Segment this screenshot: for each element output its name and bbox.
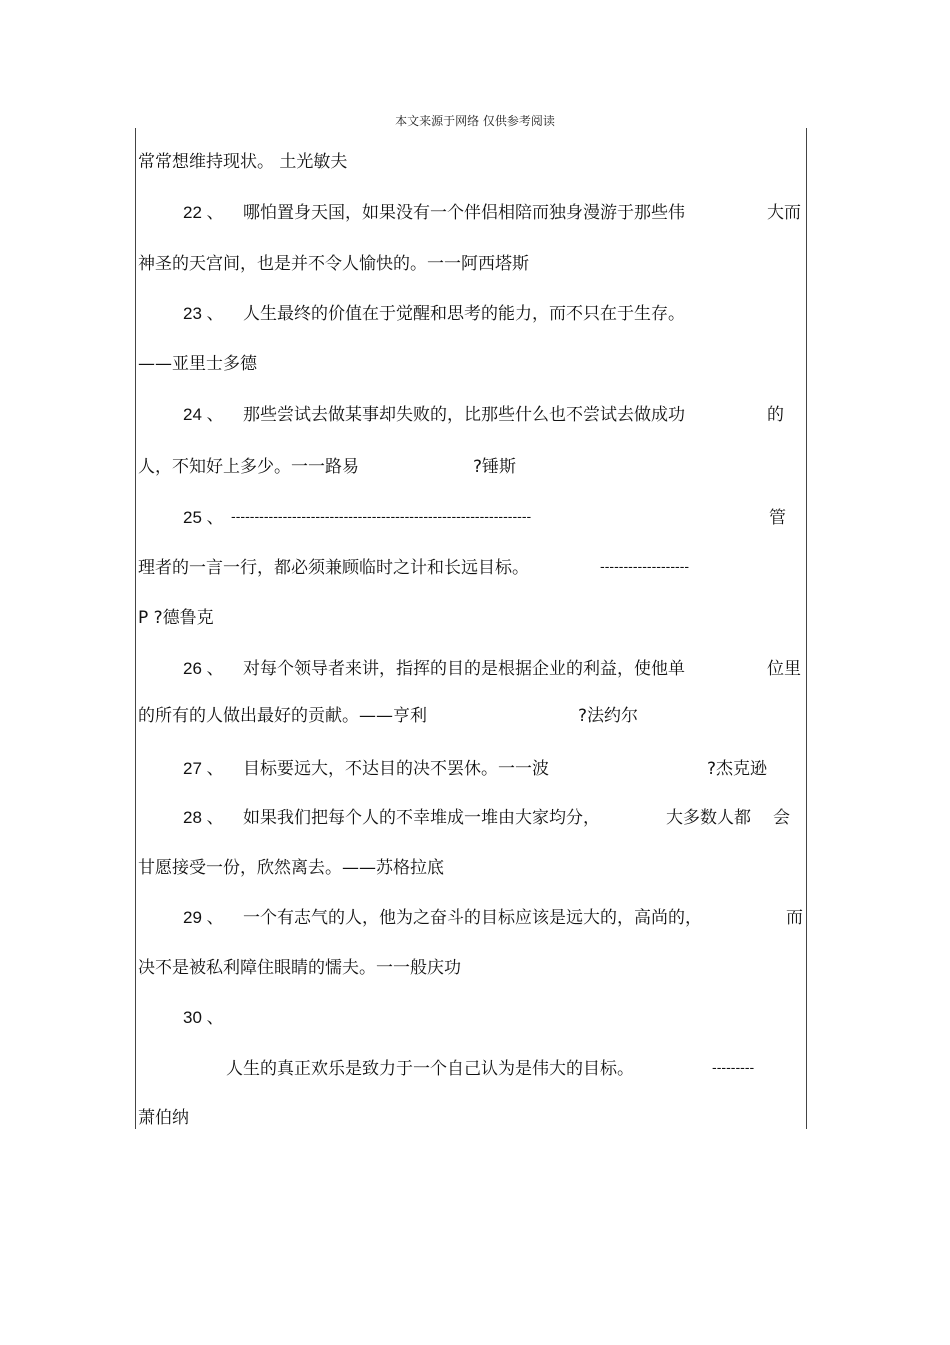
dashed-line: ------------------- bbox=[600, 560, 690, 575]
quote-number: 25 、 bbox=[183, 508, 224, 527]
text-line: 位里 bbox=[767, 659, 801, 679]
quote-number: 24 、 bbox=[183, 405, 224, 424]
quote-number: 22 、 bbox=[183, 203, 224, 222]
text-line: 大而 bbox=[767, 203, 801, 223]
text-line: ?锤斯 bbox=[473, 457, 517, 477]
text-line: 决不是被私利障住眼睛的懦夫。一一般庆功 bbox=[138, 958, 461, 978]
text-line: 大多数人都 bbox=[666, 808, 751, 828]
dashed-line: --------- bbox=[712, 1061, 755, 1076]
text-line: 的 bbox=[767, 405, 784, 425]
dashed-line: ---------------------------------------------------------------- bbox=[231, 510, 532, 525]
text-line: 目标要远大，不达目的决不罢休。一一波 bbox=[243, 759, 549, 779]
text-line: ?杰克逊 bbox=[707, 759, 768, 779]
text-line: 人生最终的价值在于觉醒和思考的能力，而不只在于生存。 bbox=[243, 304, 685, 324]
text-line: ?法约尔 bbox=[578, 706, 639, 726]
text-line: 理者的一言一行，都必须兼顾临时之计和长远目标。 bbox=[138, 558, 529, 578]
quote-number: 26 、 bbox=[183, 659, 224, 678]
right-border-line bbox=[806, 128, 807, 1129]
text-line: 哪怕置身天国，如果没有一个伴侣相陪而独身漫游于那些伟 bbox=[243, 203, 685, 223]
page-header: 本文来源于网络 仅供参考阅读 bbox=[395, 114, 555, 128]
quote-number: 28 、 bbox=[183, 808, 224, 827]
text-line: 人生的真正欢乐是致力于一个自己认为是伟大的目标。 bbox=[226, 1059, 634, 1079]
text-line: 神圣的天宫间，也是并不令人愉快的。一一阿西塔斯 bbox=[138, 254, 529, 274]
text-line: 会 bbox=[773, 808, 790, 828]
text-line: 管 bbox=[769, 508, 786, 528]
text-line: 萧伯纳 bbox=[138, 1108, 189, 1128]
quote-number: 23 、 bbox=[183, 304, 224, 323]
text-line: 的所有的人做出最好的贡献。——亨利 bbox=[138, 706, 427, 726]
text-line: 一个有志气的人，他为之奋斗的目标应该是远大的，高尚的， bbox=[243, 908, 702, 928]
text-line: 人，不知好上多少。一一路易 bbox=[138, 457, 359, 477]
text-line: 常常想维持现状。 土光敏夫 bbox=[138, 152, 348, 172]
quote-number: 27 、 bbox=[183, 759, 224, 778]
text-line: 对每个领导者来讲，指挥的目的是根据企业的利益，使他单 bbox=[243, 659, 685, 679]
text-line: 甘愿接受一份，欣然离去。——苏格拉底 bbox=[138, 858, 444, 878]
text-line: P ?德鲁克 bbox=[138, 608, 214, 628]
text-line: 那些尝试去做某事却失败的，比那些什么也不尝试去做成功 bbox=[243, 405, 685, 425]
text-line: 而 bbox=[786, 908, 803, 928]
left-border-line bbox=[135, 128, 136, 1129]
quote-number: 29 、 bbox=[183, 908, 224, 927]
text-line: ——亚里士多德 bbox=[138, 354, 257, 374]
quote-number: 30 、 bbox=[183, 1008, 224, 1027]
text-line: 如果我们把每个人的不幸堆成一堆由大家均分， bbox=[243, 808, 600, 828]
